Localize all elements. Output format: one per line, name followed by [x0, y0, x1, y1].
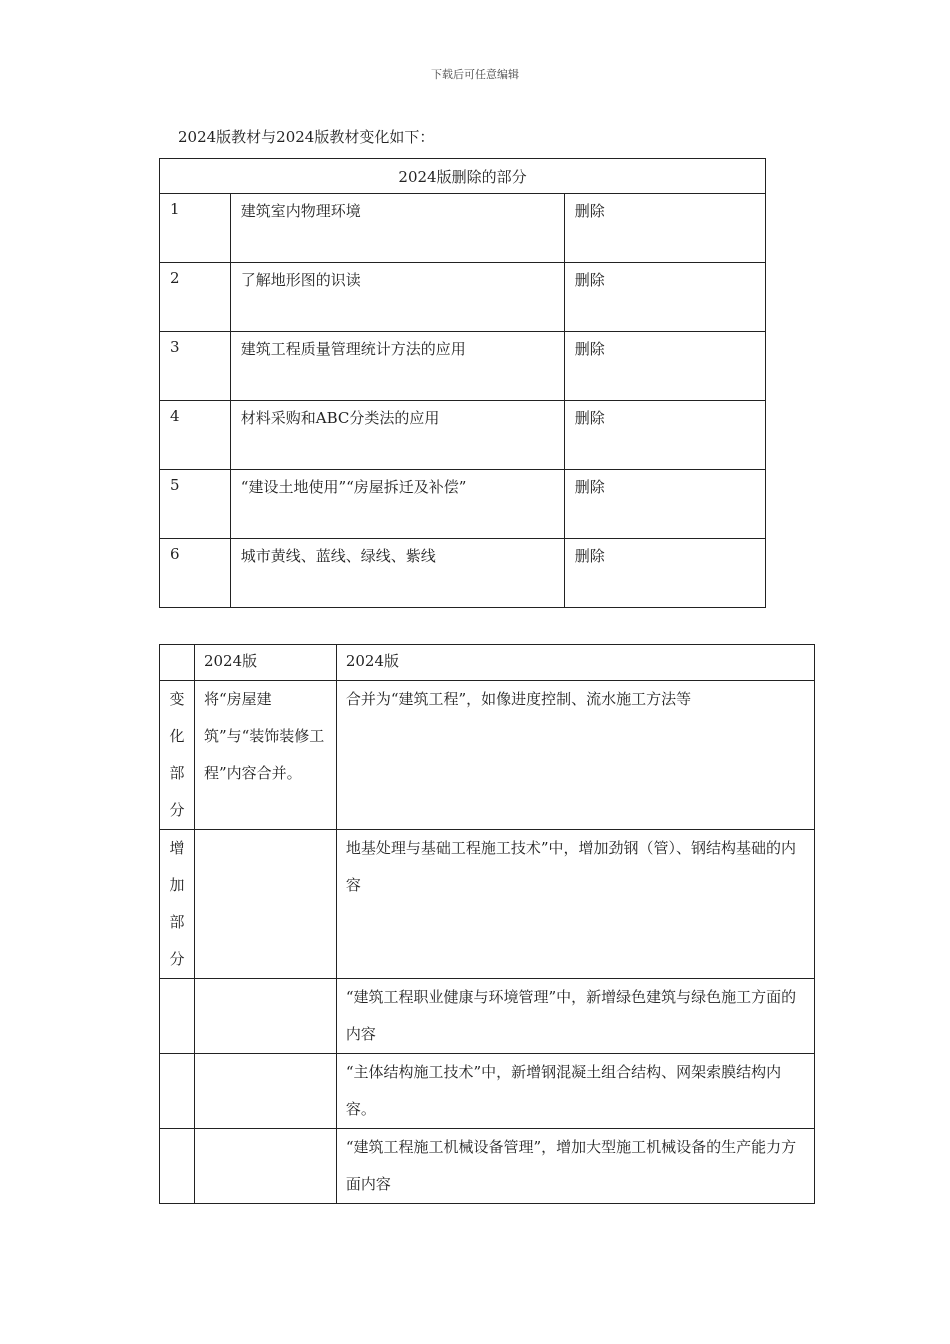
header-old-edition: 2024版 [203, 652, 258, 670]
row-number: 6 [170, 545, 180, 563]
deleted-item: 建筑工程质量管理统计方法的应用 [240, 340, 466, 358]
table-header-row [160, 645, 815, 681]
page-header: 下载后可任意编辑 [431, 68, 519, 81]
deleted-table-title: 2024版删除的部分 [160, 159, 766, 194]
row-number: 2 [170, 269, 180, 287]
action-label: 删除 [574, 271, 605, 289]
intro-text: 2024版教材与2024版教材变化如下： [178, 128, 435, 146]
deleted-item: 城市黄线、蓝线、绿线、紫线 [240, 547, 436, 565]
deleted-item: 建筑室内物理环境 [240, 202, 361, 220]
new-edition-content: 地基处理与基础工程施工技术”中，增加劲钢（管）、钢结构基础的内容 [345, 839, 796, 894]
row-number: 1 [170, 200, 180, 218]
deleted-item: 了解地形图的识读 [240, 271, 361, 289]
deleted-parts-table [159, 158, 766, 608]
table-row [160, 401, 766, 470]
table-row [160, 681, 815, 830]
new-edition-content: 合并为“建筑工程”，如像进度控制、流水施工方法等 [345, 690, 692, 708]
table-row [160, 830, 815, 979]
new-edition-content: “建筑工程职业健康与环境管理”中，新增绿色建筑与绿色施工方面的内容 [345, 988, 797, 1043]
new-edition-content: “建筑工程施工机械设备管理”，增加大型施工机械设备的生产能力方面内容 [345, 1138, 797, 1193]
new-edition-content: “主体结构施工技术”中，新增钢混凝土组合结构、网架索膜结构内容。 [345, 1063, 782, 1118]
row-number: 4 [170, 407, 180, 425]
table-row [160, 1129, 815, 1204]
row-number: 3 [170, 338, 180, 356]
action-label: 删除 [574, 478, 605, 496]
table-row [160, 194, 766, 263]
table-row [160, 470, 766, 539]
section-label-changed: 变化部分 [169, 690, 185, 819]
row-number: 5 [170, 476, 180, 494]
table-row [160, 979, 815, 1054]
table-row [160, 263, 766, 332]
deleted-item: “建设土地使用”“房屋拆迁及补偿” [240, 478, 467, 496]
table-row [160, 539, 766, 608]
section-label-added: 增加部分 [169, 839, 185, 968]
table-row [160, 1054, 815, 1129]
old-edition-content: 将“房屋建筑”与“装饰装修工程”内容合并。 [203, 690, 325, 782]
changes-table [159, 644, 815, 1204]
action-label: 删除 [574, 340, 605, 358]
action-label: 删除 [574, 202, 605, 220]
deleted-item: 材料采购和ABC分类法的应用 [240, 409, 440, 427]
action-label: 删除 [574, 409, 605, 427]
action-label: 删除 [574, 547, 605, 565]
table-row [160, 332, 766, 401]
header-new-edition: 2024版 [345, 652, 399, 670]
